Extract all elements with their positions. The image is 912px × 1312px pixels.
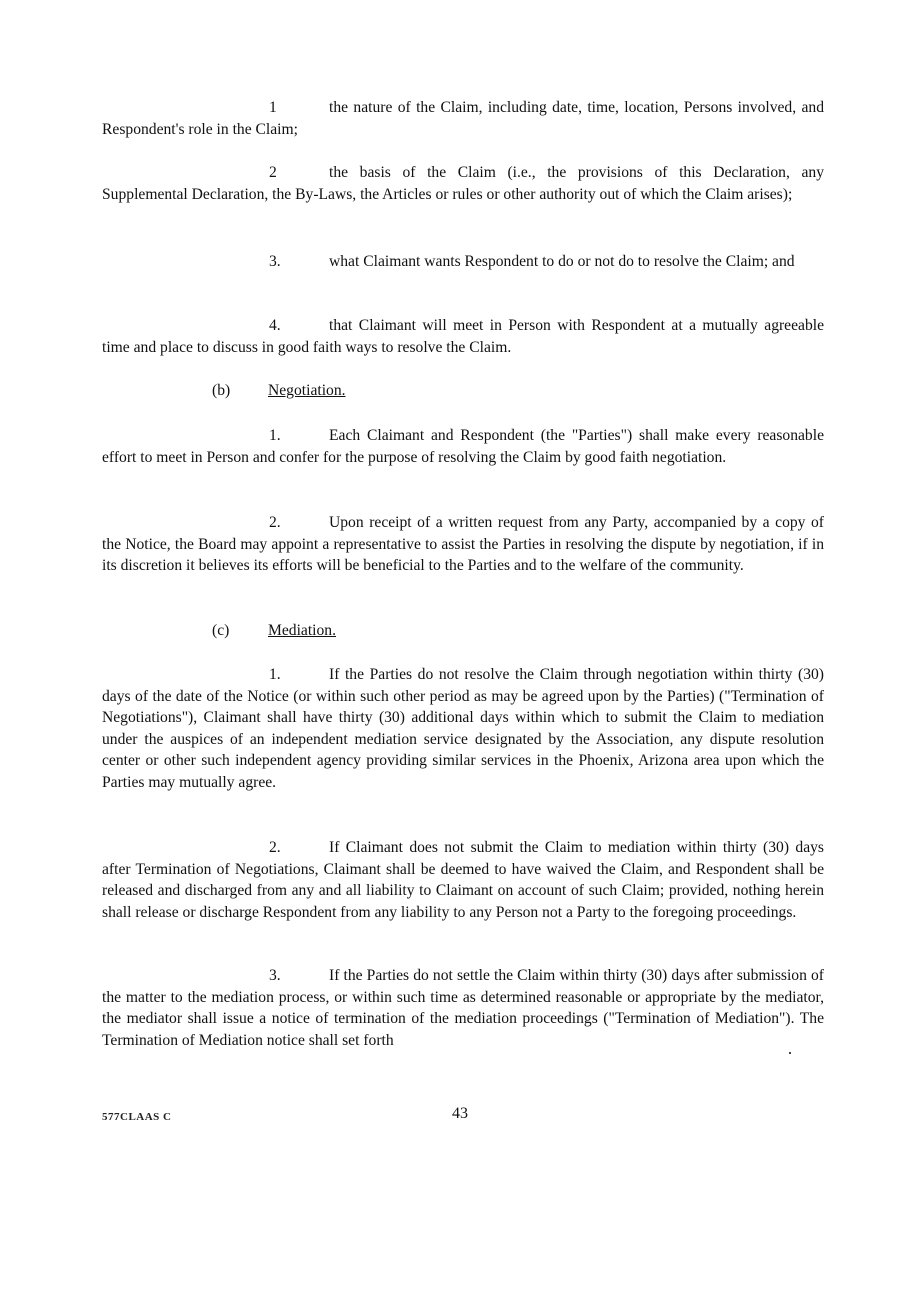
paragraph-text: Each Claimant and Respondent (the "Parties") shall make every reasonable effort to meet in Person and confer for the purpose of resolving the Claim by good faith negotiation. (102, 427, 824, 466)
paragraph-number: 1. (269, 427, 281, 444)
subsection-title: Negotiation. (268, 382, 346, 399)
subsection-heading-negotiation (212, 380, 346, 402)
paragraph-number: 3. (269, 253, 281, 270)
paragraph-c1 (102, 664, 824, 793)
subsection-label: (b) (212, 382, 231, 399)
paragraph-number: 3. (269, 967, 281, 984)
subsection-heading-mediation (212, 620, 336, 642)
page-number: 43 (452, 1105, 468, 1122)
paragraph-text: If Claimant does not submit the Claim to mediation within thirty (30) days after Termination of Negotiations, Claimant shall be deemed to have waived the Claim, and Respondent shall be released and discharged from any and all liability to Claimant on account of such Claim; provided, nothing herein shall release or discharge Respondent from any liability to any Person not a Party to the foregoing proceedings. (102, 839, 824, 921)
paragraph-number: 2. (269, 839, 281, 856)
scan-speck (789, 1052, 791, 1054)
paragraph-text: the basis of the Claim (i.e., the provisions of this Declaration, any Supplemental Declaration, the By-Laws, the Articles or rules or other authority out of which the Claim arises); (102, 164, 824, 203)
paragraph-text: Upon receipt of a written request from any Party, accompanied by a copy of the Notice, the Board may appoint a representative to assist the Parties in resolving the dispute by negotiation, if in its discretion it believes its efforts will be beneficial to the Parties and to the welfare of the community. (102, 514, 824, 574)
paragraph-number: 2 (269, 164, 277, 181)
document-code: 577CLAAS C (102, 1111, 172, 1123)
paragraph-text: what Claimant wants Respondent to do or not do to resolve the Claim; and (329, 253, 795, 270)
paragraph-text: the nature of the Claim, including date, time, location, Persons involved, and Respondent's role in the Claim; (102, 99, 824, 138)
paragraph-b1 (102, 425, 824, 468)
paragraph-c2 (102, 837, 824, 923)
paragraph-number: 4. (269, 317, 281, 334)
subsection-title: Mediation. (268, 622, 336, 639)
paragraph-a2 (102, 162, 824, 205)
paragraph-b2 (102, 512, 824, 577)
paragraph-c3 (102, 965, 824, 1051)
paragraph-text: that Claimant will meet in Person with Respondent at a mutually agreeable time and place to discuss in good faith ways to resolve the Claim. (102, 317, 824, 356)
paragraph-a1 (102, 97, 824, 140)
paragraph-a3 (102, 251, 824, 272)
paragraph-number: 2. (269, 514, 281, 531)
paragraph-text: If the Parties do not settle the Claim within thirty (30) days after submission of the matter to the mediation process, or within such time as determined reasonable or appropriate by the mediator, the mediator shall issue a notice of termination of the mediation proceedings ("Termination of Mediation"). The Termination of Mediation notice shall set forth (102, 967, 824, 1049)
paragraph-text: If the Parties do not resolve the Claim through negotiation within thirty (30) days of the date of the Notice (or within such other period as may be agreed upon by the Parties) ("Termination of Negotiations"), Claimant shall have thirty (30) additional days within which to submit the Claim to mediation under the auspices of an independent mediation service designated by the Association, any dispute resolution center or other such independent agency providing similar services in the Phoenix, Arizona area upon which the Parties may mutually agree. (102, 666, 824, 791)
paragraph-a4 (102, 315, 824, 358)
subsection-label: (c) (212, 622, 230, 639)
paragraph-number: 1 (269, 99, 277, 116)
paragraph-number: 1. (269, 666, 281, 683)
